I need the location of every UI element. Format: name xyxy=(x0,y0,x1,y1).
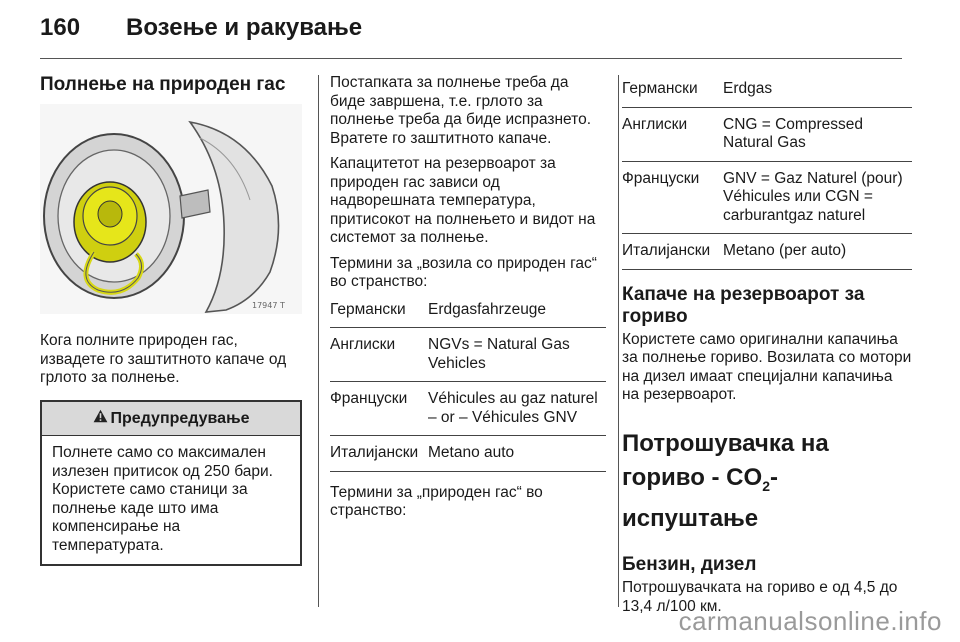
column-2 xyxy=(330,74,606,528)
paragraph-remove-cap: Кога полните природен гас, извадете го заштитното капаче од грлото за полнење. xyxy=(40,332,287,386)
table-row xyxy=(330,436,606,472)
subheading-petrol-diesel: Бензин, дизел xyxy=(622,554,757,576)
table-row xyxy=(622,161,912,234)
table-row xyxy=(330,328,606,382)
column-1 xyxy=(40,74,302,566)
term-value: Erdgas xyxy=(723,80,773,97)
column-divider-2 xyxy=(618,75,619,607)
heading-part-c: -испуштање xyxy=(622,463,778,533)
column-divider-1 xyxy=(318,75,319,607)
term-value: Metano auto xyxy=(428,436,606,472)
figure-code: 17947 T xyxy=(252,301,285,310)
warning-triangle-icon xyxy=(93,409,108,429)
header-divider xyxy=(40,58,902,59)
fuel-filler-drawing xyxy=(40,104,302,314)
column-3 xyxy=(622,74,912,623)
term-value: Metano (per auto) xyxy=(723,234,912,270)
warning-box xyxy=(40,400,302,567)
warning-header xyxy=(42,402,300,437)
term-value: NGVs = Natural Gas Vehicles xyxy=(428,328,606,382)
heading-part-a: Потрошувачка на xyxy=(622,429,829,457)
paragraph-consumption-range: Потрошувачката на гориво е од 4,5 до 13,4 л/100 км. xyxy=(622,579,898,615)
terms-table-vehicles xyxy=(330,299,606,472)
paragraph-complete-filling: Постапката за полнење треба да биде завршена, т.е. грлото за полнење треба да биде испразнето. Вратете го заштитното капаче. xyxy=(330,74,592,147)
section-heading-fuel-consumption xyxy=(622,427,912,537)
paragraph-terms-gas-intro: Термини за „природен гас“ во странство: xyxy=(330,483,543,519)
paragraph-fuel-cap: Користете само оригинални капачиња за полнење гориво. Возилата со мотори на дизел имаат специјални капачиња на резервоарот. xyxy=(622,330,912,403)
term-language: Италијански xyxy=(622,234,723,270)
warning-text: Полнете само со максимален излезен притисок од 250 бари. Користете само станици за полнење каде што има компенсирање на температурата. xyxy=(52,444,273,554)
fuel-filler-illustration xyxy=(40,104,302,314)
section-heading-fuel-cap: Капаче на резервоарот за гориво xyxy=(622,283,865,327)
section-heading-natural-gas: Полнење на природен гас xyxy=(40,74,286,95)
term-value: GNV = Gaz Naturel (pour) Véhicules или CGN = carburantgaz naturel xyxy=(723,161,912,234)
term-language: Француски xyxy=(330,382,428,436)
term-language: Италијански xyxy=(330,436,428,472)
warning-title: Предупредување xyxy=(110,409,250,427)
paragraph-tank-capacity: Капацитетот на резервоарот за природен гас зависи од надворешната температура, притисокот на полнењето и видот на системот за полнење. xyxy=(330,155,596,246)
table-row xyxy=(330,382,606,436)
heading-part-b: гориво - CO xyxy=(622,463,763,491)
table-row xyxy=(622,107,912,161)
term-language: Германски xyxy=(330,300,406,318)
table-row xyxy=(622,234,912,270)
term-language: Француски xyxy=(622,161,723,234)
term-value: Véhicules au gaz naturel – or – Véhicules GNV xyxy=(428,382,606,436)
term-language: Англиски xyxy=(622,107,723,161)
term-language: Англиски xyxy=(330,328,428,382)
term-value: Erdgasfahrzeuge xyxy=(428,300,547,318)
page-number: 160 xyxy=(40,14,81,41)
watermark-text: carmanualsonline.info xyxy=(678,606,942,636)
term-value: CNG = Compressed Natural Gas xyxy=(723,107,912,161)
chapter-title: Возење и ракување xyxy=(126,14,363,41)
table-row xyxy=(622,78,912,107)
table-row xyxy=(330,299,606,328)
heading-subscript: 2 xyxy=(762,477,770,494)
term-language: Германски xyxy=(622,80,698,97)
terms-table-gas xyxy=(622,78,912,270)
paragraph-terms-vehicles-intro: Термини за „возила со природен гас“ во странство: xyxy=(330,254,597,290)
